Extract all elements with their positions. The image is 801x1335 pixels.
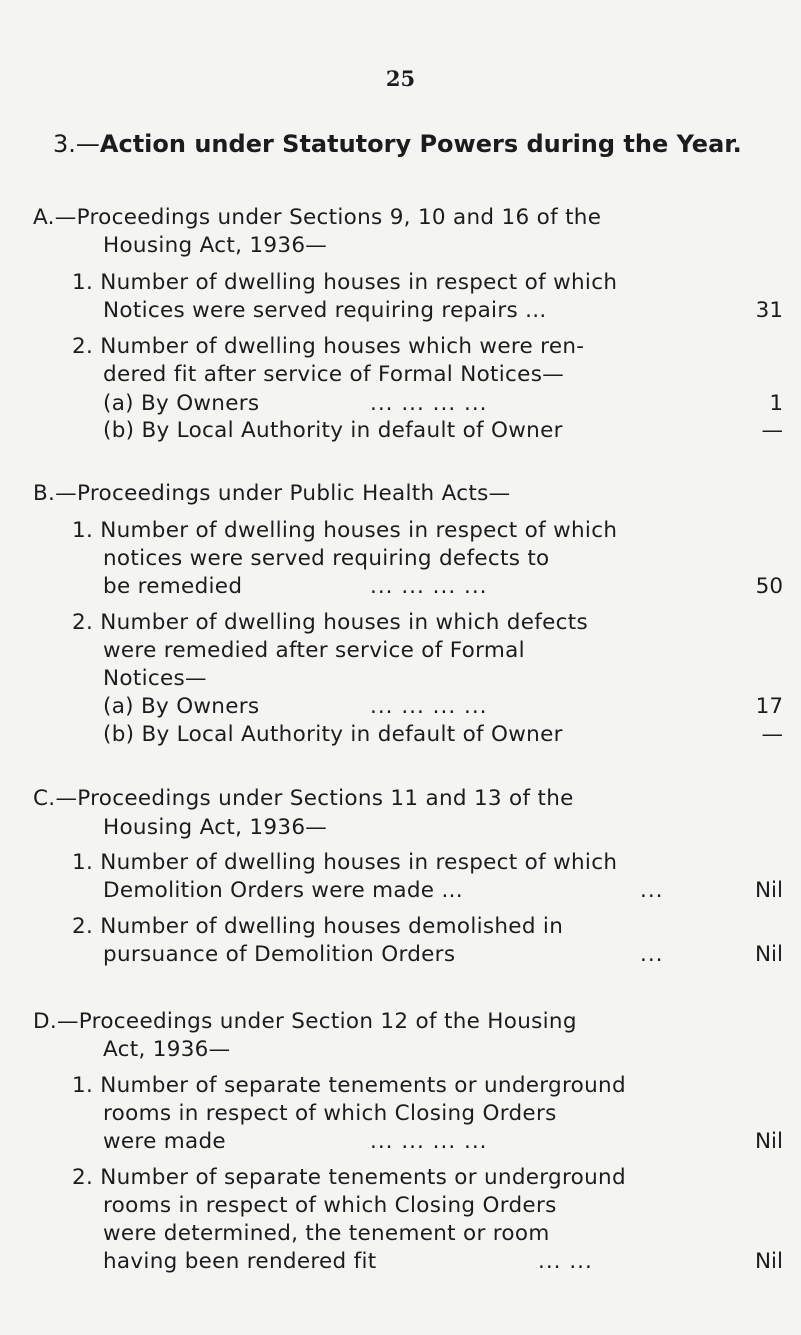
- section-b-item2-line1: 2. Number of dwelling houses in which defects: [72, 610, 588, 635]
- section-b-item2b-value: —: [761, 722, 783, 747]
- section-a-heading-line2: Housing Act, 1936—: [103, 233, 328, 258]
- section-d-heading-line2: Act, 1936—: [103, 1037, 231, 1062]
- section-a-item1-value: 31: [755, 298, 783, 323]
- section-d-item2-value: Nil: [754, 1249, 783, 1274]
- section-d-item2-dots: ... ...: [538, 1249, 593, 1274]
- section-d-item1-line3: were made: [103, 1129, 226, 1154]
- section-a-item2a-value: 1: [769, 391, 783, 416]
- section-b-item1-line2: notices were served requiring defects to: [103, 546, 550, 571]
- section-b-item2a-value: 17: [755, 694, 783, 719]
- heading-title: Action under Statutory Powers during the Year.: [99, 130, 742, 158]
- section-c-heading-line2: Housing Act, 1936—: [103, 815, 328, 840]
- section-c-item1-value: Nil: [754, 878, 783, 903]
- section-b-heading-line1: B.—Proceedings under Public Health Acts—: [33, 481, 511, 506]
- section-c-item1-dots: ...: [640, 878, 664, 903]
- section-c-item2-dots: ...: [640, 942, 664, 967]
- section-d-item2-line4: having been rendered fit: [103, 1249, 377, 1274]
- section-d-item2-line3: were determined, the tenement or room: [103, 1221, 550, 1246]
- section-a-item2b-value: —: [761, 418, 783, 443]
- page-number: 25: [385, 66, 416, 91]
- section-a-item1-line1: 1. Number of dwelling houses in respect of which: [72, 270, 618, 295]
- section-d-item2-line1: 2. Number of separate tenements or underground: [72, 1165, 626, 1190]
- section-c-item2-line2: pursuance of Demolition Orders: [103, 942, 456, 967]
- section-b-item1-line3: be remedied: [103, 574, 243, 599]
- section-d-item2-line2: rooms in respect of which Closing Orders: [103, 1193, 557, 1218]
- section-b-item1-line1: 1. Number of dwelling houses in respect of which: [72, 518, 618, 543]
- section-d-item1-line2: rooms in respect of which Closing Orders: [103, 1101, 557, 1126]
- section-b-item2a-dots: ... ... ... ...: [370, 694, 488, 719]
- section-d-heading-line1: D.—Proceedings under Section 12 of the Housing: [33, 1009, 577, 1034]
- heading-number: 3.: [53, 130, 76, 158]
- section-b-item2-line3: Notices—: [103, 666, 207, 691]
- section-a-item2a-dots: ... ... ... ...: [370, 391, 488, 416]
- section-a-item2-line1: 2. Number of dwelling houses which were ren-: [72, 334, 585, 359]
- section-a-item1-line2: Notices were served requiring repairs ...: [103, 298, 547, 323]
- section-c-item1-line2: Demolition Orders were made ...: [103, 878, 463, 903]
- section-c-heading-line1: C.—Proceedings under Sections 11 and 13 of the: [33, 786, 574, 811]
- section-b-item2b-label: (b) By Local Authority in default of Owner: [103, 722, 563, 747]
- section-a-item2-line2: dered fit after service of Formal Notices—: [103, 362, 564, 387]
- section-d-item1-dots: ... ... ... ...: [370, 1129, 488, 1154]
- section-c-item1-line1: 1. Number of dwelling houses in respect of which: [72, 850, 618, 875]
- section-a-item2a-label: (a) By Owners: [103, 391, 260, 416]
- section-c-item2-line1: 2. Number of dwelling houses demolished in: [72, 914, 564, 939]
- section-a-heading-line1: A.—Proceedings under Sections 9, 10 and 16 of the: [33, 205, 602, 230]
- section-b-item2-line2: were remedied after service of Formal: [103, 638, 525, 663]
- section-c-item2-value: Nil: [754, 942, 783, 967]
- section-d-item1-value: Nil: [754, 1129, 783, 1154]
- section-b-item1-value: 50: [755, 574, 783, 599]
- section-a-item2b-label: (b) By Local Authority in default of Owner: [103, 418, 563, 443]
- section-b-item2a-label: (a) By Owners: [103, 694, 260, 719]
- section-d-item1-line1: 1. Number of separate tenements or underground: [72, 1073, 626, 1098]
- section-b-item1-dots: ... ... ... ...: [370, 574, 488, 599]
- page-heading: [53, 130, 773, 158]
- heading-dash: —: [75, 130, 100, 158]
